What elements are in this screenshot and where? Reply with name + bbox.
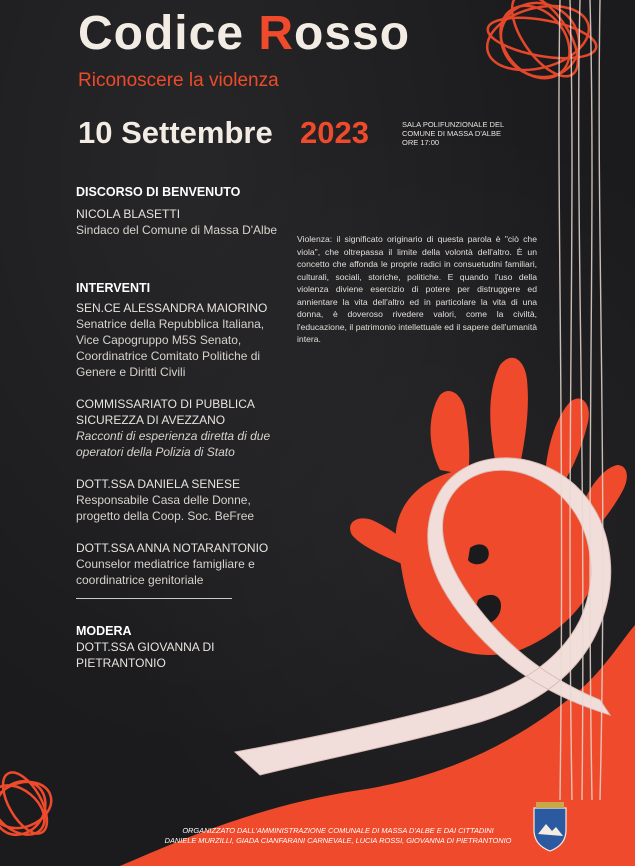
welcome-role: Sindaco del Comune di Massa D'Albe xyxy=(76,223,278,237)
municipal-crest-icon xyxy=(528,800,572,852)
event-venue: SALA POLIFUNZIONALE DEL COMUNE DI MASSA D'ALBE ORE 17:00 xyxy=(402,120,505,147)
scribble-decoration-top xyxy=(480,0,599,92)
violence-description: Violenza: il significato originario di questa parola è "ciò che viola", che oltrepassa il limite della volontà dell'altro. È un concetto che affonda le proprie radici in consuetudini familiari, culturali, sociali, storiche, politiche. E quando l'uso della violenza diviene esercizio di potere per distruggere ed annientare la vita dell'altro ed in particolare la vita di una donna, è doveroso rivedere valori, come la civiltà, l'educazione, il patrimonio intellettuale ed il sapere dell'umanità intera. xyxy=(297,234,537,344)
speaker-item: COMMISSARIATO DI PUBBLICA SICUREZZA DI AVEZZANO Racconti di esperienza diretta di due operatori della Polizia di Stato xyxy=(76,397,271,459)
speaker-item: DOTT.SSA DANIELA SENESE Responsabile Casa delle Donne, progetto della Coop. Soc. BeFree xyxy=(76,477,255,523)
poster-title: Codice Rosso xyxy=(78,7,411,60)
speaker-item: DOTT.SSA ANNA NOTARANTONIO Counselor mediatrice famigliare e coordinatrice genitoriale xyxy=(76,541,269,587)
event-year: 2023 xyxy=(300,115,369,150)
welcome-block xyxy=(76,184,296,238)
scribble-decoration-bottom xyxy=(0,766,58,845)
moderator-heading: MODERA xyxy=(76,624,132,638)
interventi-heading: INTERVENTI xyxy=(76,281,151,295)
welcome-speaker: NICOLA BLASETTI xyxy=(76,207,181,221)
moderator-name: DOTT.SSA GIOVANNA DI PIETRANTONIO xyxy=(76,640,215,670)
program-section xyxy=(76,184,296,671)
poster-subtitle: Riconoscere la violenza xyxy=(78,70,279,91)
moderator-block xyxy=(76,623,296,671)
event-date: 10 Settembre xyxy=(78,115,273,150)
organizers-footer: ORGANIZZATO DALL'AMMINISTRAZIONE COMUNALE DI MASSA D'ALBE E DAI CITTADINI DANIELE MURZILLI, GIADA CIANFARANI CARNEVALE, LUCIA ROSSI, GIOVANNA DI PIETRANTONIO xyxy=(164,826,512,845)
divider xyxy=(76,598,232,599)
welcome-heading: DISCORSO DI BENVENUTO xyxy=(76,185,241,199)
speaker-item: SEN.CE ALESSANDRA MAIORINO Senatrice della Repubblica Italiana, Vice Capogruppo M5S Senato, Coordinatrice Comitato Politiche di Genere e Diritti Civili xyxy=(76,301,268,379)
